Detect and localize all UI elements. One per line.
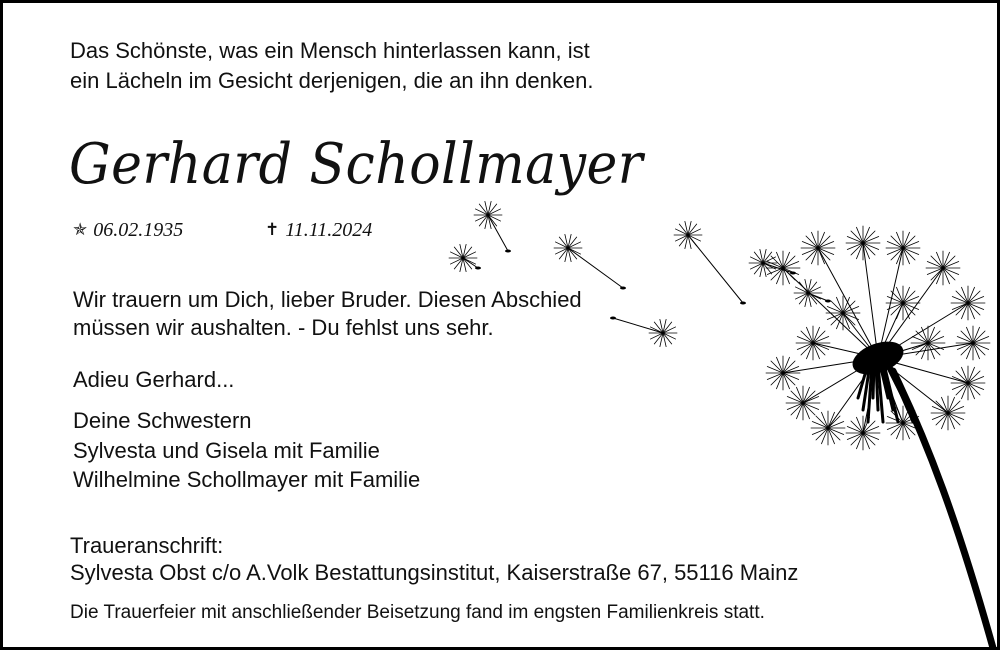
death-date: 11.11.2024 [285, 219, 373, 241]
farewell-text: Adieu Gerhard... [73, 367, 235, 392]
quote-line: ein Lächeln im Gesicht derjenigen, die an ihn denken. [70, 68, 594, 93]
birth-date: 06.02.1935 [93, 219, 184, 241]
mourning-address: Sylvesta Obst c/o A.Volk Bestattungsinstitut, Kaiserstraße 67, 55116 Mainz [70, 560, 799, 585]
dandelion-icon [423, 193, 1000, 650]
mourner-line: Sylvesta und Gisela mit Familie [73, 437, 380, 463]
mourner-line: Deine Schwestern [73, 408, 252, 433]
mourner-line: Wilhelmine Schollmayer mit Familie [73, 467, 421, 492]
quote-line: Das Schönste, was ein Mensch hinterlassen kann, ist [70, 38, 590, 63]
star-icon: ✯ [73, 220, 88, 239]
mourners-list [73, 406, 420, 495]
deceased-name: Gerhard Schollmayer [69, 132, 644, 197]
cross-icon: ✝ [265, 220, 280, 239]
message-line: Wir trauern um Dich, lieber Bruder. Diesen Abschied [73, 287, 582, 312]
birth-date-group [73, 217, 183, 243]
address-label: Traueranschrift: [70, 533, 224, 558]
message-line: müssen wir aushalten. - Du fehlst uns sehr. [73, 315, 494, 340]
death-date-group [265, 217, 372, 243]
memorial-quote [70, 36, 593, 96]
funeral-note: Die Trauerfeier mit anschließender Beisetzung fand im engsten Familienkreis statt. [70, 602, 765, 623]
